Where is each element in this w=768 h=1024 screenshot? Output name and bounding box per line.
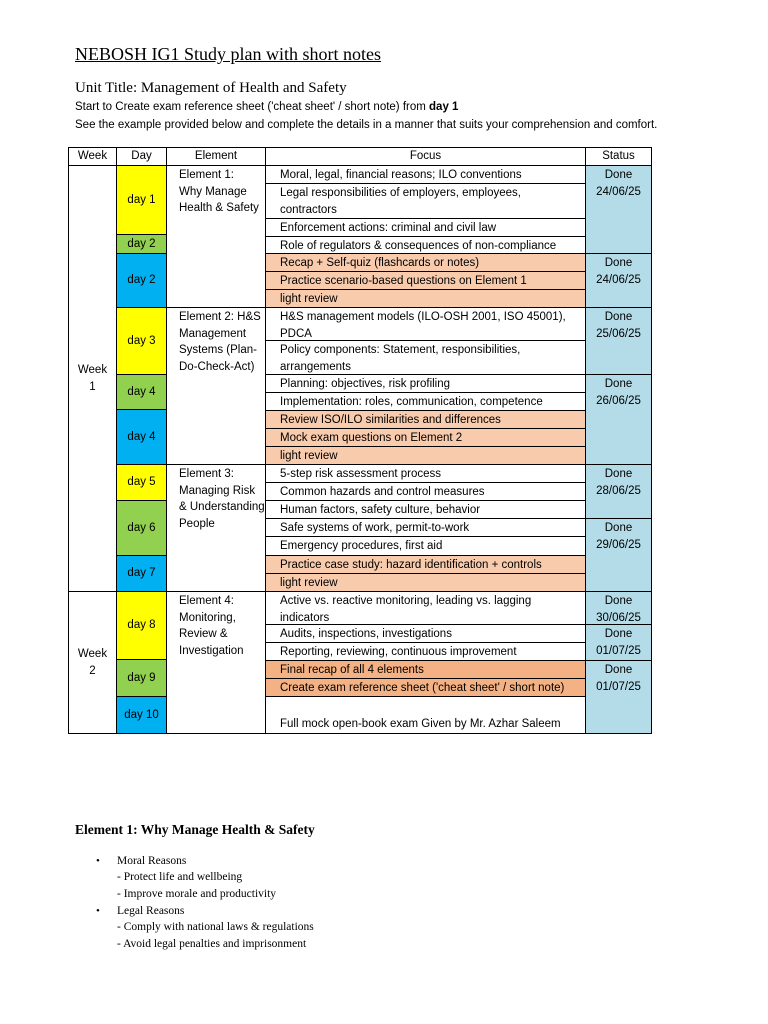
day-cell: day 9 <box>117 660 167 697</box>
focus-cell: Mock exam questions on Element 2 <box>266 429 586 447</box>
day-cell: day 4 <box>117 410 167 465</box>
intro-line-1-text: Start to Create exam reference sheet ('cheat sheet' / short note) from <box>75 101 430 113</box>
focus-cell <box>266 184 586 219</box>
focus-cell: Practice case study: hazard identification + controls <box>266 556 586 574</box>
focus-cell: Full mock open-book exam Given by Mr. Azhar Saleem <box>266 697 586 734</box>
status-cell <box>586 166 652 254</box>
focus-cell: Emergency procedures, first aid <box>266 537 586 556</box>
intro-line-1 <box>75 101 458 113</box>
day-cell: day 2 <box>117 254 167 308</box>
focus-cell <box>266 592 586 625</box>
intro-line-2: See the example provided below and complete the details in a manner that suits your comprehension and comfort. <box>75 119 658 131</box>
focus-cell: Human factors, safety culture, behavior <box>266 501 586 519</box>
status-text: Done 24/06/25 <box>596 257 641 286</box>
header-focus: Focus <box>266 147 586 166</box>
element-label: Element 4: Monitoring, Review & Investigation <box>179 595 244 657</box>
status-cell <box>586 592 652 625</box>
status-text: Done 25/06/25 <box>596 311 641 340</box>
status-text: Done 01/07/25 <box>596 628 641 657</box>
focus-cell: 5-step risk assessment process <box>266 465 586 483</box>
element-cell <box>167 166 266 308</box>
element-cell <box>167 592 266 734</box>
focus-cell: Final recap of all 4 elements <box>266 661 586 679</box>
status-cell <box>586 519 652 592</box>
status-cell <box>586 254 652 308</box>
day-cell: day 2 <box>117 235 167 254</box>
header-element: Element <box>167 147 266 166</box>
element-cell <box>167 465 266 592</box>
unit-title: Unit Title: Management of Health and Safety <box>75 80 347 96</box>
status-text: Done 26/06/25 <box>596 378 641 407</box>
bullet-icon: • <box>96 855 100 867</box>
week-label: Week 2 <box>77 648 108 677</box>
focus-cell: Moral, legal, financial reasons; ILO conventions <box>266 166 586 184</box>
bullet-icon: • <box>96 905 100 917</box>
day-cell: day 1 <box>117 166 167 235</box>
status-cell <box>586 661 652 734</box>
intro-line-1-bold: day 1 <box>429 101 459 113</box>
header-week: Week <box>68 147 117 166</box>
note-label: Legal Reasons <box>117 905 185 917</box>
day-cell: day 5 <box>117 465 167 501</box>
element-label: Element 3: Managing Risk & Understanding People <box>179 468 265 530</box>
focus-cell: Common hazards and control measures <box>266 483 586 501</box>
focus-cell: Planning: objectives, risk profiling <box>266 375 586 393</box>
element-label: Element 2: H&S Management Systems (Plan-Do-Check-Act) <box>179 311 261 373</box>
focus-cell: light review <box>266 290 586 308</box>
focus-cell: Recap + Self-quiz (flashcards or notes) <box>266 254 586 272</box>
focus-text: Legal responsibilities of employers, employees, contractors <box>280 187 521 216</box>
status-cell <box>586 375 652 465</box>
focus-text: Policy components: Statement, responsibilities, arrangements <box>280 344 521 373</box>
notes-heading: Element 1: Why Manage Health & Safety <box>75 822 315 837</box>
status-text: Done 30/06/25 <box>596 595 641 624</box>
status-text: Done 01/07/25 <box>596 664 641 693</box>
day-cell: day 4 <box>117 375 167 410</box>
focus-cell: Practice scenario-based questions on Element 1 <box>266 272 586 290</box>
day-cell: day 3 <box>117 308 167 375</box>
week-label: Week 1 <box>77 364 108 393</box>
status-text: Done 29/06/25 <box>596 522 641 551</box>
focus-cell <box>266 308 586 341</box>
focus-cell: light review <box>266 574 586 592</box>
header-status: Status <box>586 147 652 166</box>
focus-cell: Implementation: roles, communication, competence <box>266 393 586 411</box>
focus-text: Active vs. reactive monitoring, leading vs. lagging indicators <box>280 595 532 624</box>
status-cell <box>586 465 652 519</box>
focus-cell: Enforcement actions: criminal and civil law <box>266 219 586 237</box>
note-line: - Protect life and wellbeing <box>117 871 243 883</box>
focus-cell: Audits, inspections, investigations <box>266 625 586 643</box>
note-line: - Avoid legal penalties and imprisonment <box>117 938 307 950</box>
status-text: Done 24/06/25 <box>596 169 641 198</box>
focus-cell: Reporting, reviewing, continuous improvement <box>266 643 586 661</box>
document-title: NEBOSH IG1 Study plan with short notes <box>75 44 381 64</box>
element-label: Element 1: Why Manage Health & Safety <box>179 169 259 214</box>
header-day: Day <box>117 147 167 166</box>
element-cell <box>167 308 266 465</box>
day-cell: day 6 <box>117 501 167 556</box>
focus-cell: Role of regulators & consequences of non-compliance <box>266 237 586 254</box>
focus-cell: Review ISO/ILO similarities and differences <box>266 411 586 429</box>
day-cell: day 7 <box>117 556 167 592</box>
week-cell <box>68 592 117 734</box>
note-line: - Comply with national laws & regulations <box>117 921 314 933</box>
focus-cell: Create exam reference sheet ('cheat sheet' / short note) <box>266 679 586 697</box>
day-cell: day 10 <box>117 697 167 734</box>
status-cell <box>586 625 652 661</box>
focus-cell: light review <box>266 447 586 465</box>
status-cell <box>586 308 652 375</box>
focus-text: H&S management models (ILO-OSH 2001, ISO 45001), PDCA <box>280 311 566 340</box>
focus-cell <box>266 341 586 375</box>
focus-cell: Safe systems of work, permit-to-work <box>266 519 586 537</box>
status-text: Done 28/06/25 <box>596 468 641 497</box>
note-line: - Improve morale and productivity <box>117 888 277 900</box>
note-label: Moral Reasons <box>117 855 187 867</box>
day-cell: day 8 <box>117 592 167 660</box>
week-cell <box>68 166 117 592</box>
